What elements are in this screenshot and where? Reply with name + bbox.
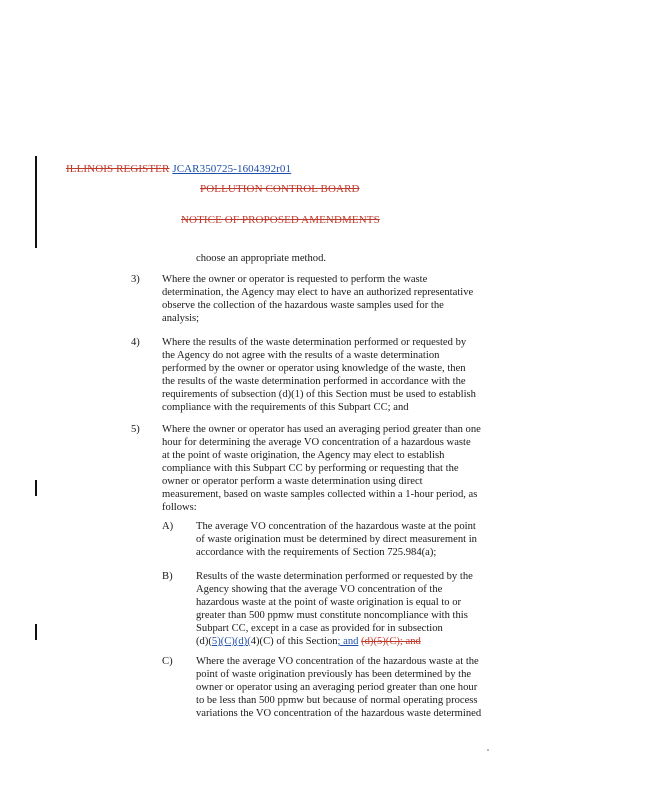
text-line: compliance with the requirements of this Subpart CC; and bbox=[162, 402, 409, 413]
text-line: requirements of subsection (d)(1) of this Section must be used to establish bbox=[162, 389, 476, 400]
item-5-number: 5) bbox=[131, 424, 140, 435]
text-line: variations the VO concentration of the hazardous waste determined bbox=[196, 708, 482, 719]
item-5-text bbox=[162, 423, 481, 514]
text-line: determination, the Agency may elect to have an authorized representative bbox=[162, 287, 474, 298]
text-line: owner or operator using an averaging period greater than one hour bbox=[196, 682, 478, 693]
text-line: to be less than 500 ppmw but because of normal operating process bbox=[196, 695, 478, 706]
text-line: The average VO concentration of the hazardous waste at the point bbox=[196, 521, 476, 532]
citation-middle: 4)(C) of this Section bbox=[250, 636, 338, 647]
subitem-b-number: B) bbox=[162, 571, 173, 582]
subitem-b-text bbox=[196, 570, 473, 648]
change-bar-top bbox=[35, 156, 37, 248]
text-line: measurement, based on waste samples collected within a 1-hour period, as bbox=[162, 489, 478, 500]
text-line: observe the collection of the hazardous waste samples used for the bbox=[162, 300, 444, 311]
text-line: Where the owner or operator is requested to perform the waste bbox=[162, 274, 428, 285]
text-line: greater than 500 ppmw must constitute noncompliance with this bbox=[196, 610, 468, 621]
text-line: Where the owner or operator has used an averaging period greater than one bbox=[162, 424, 481, 435]
citation-prefix: (d)( bbox=[196, 636, 212, 647]
text-line: follows: bbox=[162, 502, 197, 513]
text-line: analysis; bbox=[162, 313, 200, 324]
text-line: Subpart CC, except in a case as provided for in subsection bbox=[196, 623, 443, 634]
text-line: owner or operator perform a waste determination using direct bbox=[162, 476, 423, 487]
text-line: point of waste origination previously has been determined by the bbox=[196, 669, 472, 680]
notice-title: NOTICE OF PROPOSED AMENDMENTS bbox=[181, 214, 380, 226]
text-line: accordance with the requirements of Section 725.984(a); bbox=[196, 547, 437, 558]
text-line: hour for determining the average VO concentration of a hazardous waste bbox=[162, 437, 471, 448]
text-line: Results of the waste determination performed or requested by the bbox=[196, 571, 473, 582]
register-inserted[interactable]: JCAR350725-1604392r01 bbox=[172, 163, 292, 175]
text-line: Where the average VO concentration of the hazardous waste at the bbox=[196, 656, 479, 667]
text-line: at the point of waste origination, the Agency may elect to establish bbox=[162, 450, 445, 461]
text-line: the Agency do not agree with the results of a waste determination bbox=[162, 350, 440, 361]
text-line: compliance with this Subpart CC by performing or requesting that the bbox=[162, 463, 459, 474]
change-bar-mid bbox=[35, 480, 37, 496]
amended-citation-line bbox=[196, 635, 473, 648]
subitem-a-text bbox=[196, 520, 477, 559]
board-title: POLLUTION CONTROL BOARD bbox=[200, 183, 360, 195]
item-4-text bbox=[162, 336, 476, 414]
inserted-citation: 5)(C) bbox=[211, 636, 235, 647]
subitem-c-text bbox=[196, 655, 481, 720]
text-line: Where the results of the waste determination performed or requested by bbox=[162, 337, 467, 348]
scan-speck bbox=[487, 749, 489, 751]
inserted-and: ; and bbox=[337, 636, 359, 647]
item-4-number: 4) bbox=[131, 337, 140, 348]
register-header bbox=[66, 163, 291, 175]
text-line: Agency showing that the average VO concentration of the bbox=[196, 584, 443, 595]
text-line: hazardous waste at the point of waste origination is equal to or bbox=[196, 597, 462, 608]
continuation-line: choose an appropriate method. bbox=[196, 253, 327, 264]
deleted-citation: (d)(5)(C); and bbox=[361, 636, 421, 647]
item-3-number: 3) bbox=[131, 274, 140, 285]
item-3-text bbox=[162, 273, 473, 325]
subitem-c-number: C) bbox=[162, 656, 173, 667]
change-bar-low bbox=[35, 624, 37, 640]
subitem-a-number: A) bbox=[162, 521, 174, 532]
text-line: the results of the waste determination performed in accordance with the bbox=[162, 376, 466, 387]
text-line: of waste origination must be determined by direct measurement in bbox=[196, 534, 477, 545]
inserted-citation-2: (d)( bbox=[234, 636, 251, 647]
text-line: performed by the owner or operator using knowledge of the waste, then bbox=[162, 363, 466, 374]
register-deleted: ILLINOIS REGISTER bbox=[66, 163, 170, 175]
